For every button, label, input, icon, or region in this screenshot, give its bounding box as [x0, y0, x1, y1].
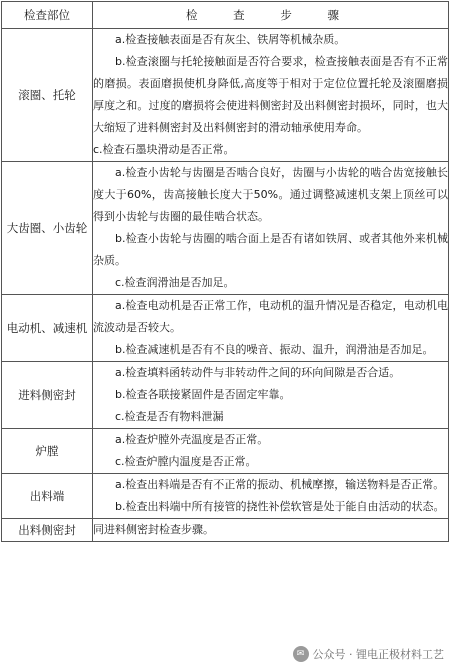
step-line: c.检查石墨块滑动是否正常。 — [93, 143, 235, 156]
table-row — [2, 429, 449, 474]
table-row — [2, 162, 449, 295]
watermark — [293, 646, 445, 662]
step-line: b.检查各联接紧固件是否固定牢靠。 — [115, 388, 291, 401]
inspection-table — [1, 1, 449, 542]
row-steps — [93, 162, 449, 295]
step-line: a.检查电动机是否正常工作，电动机的温升情况是否稳定，电动机电流波动是否较大。 — [93, 299, 448, 334]
table-row — [2, 362, 449, 429]
step-line: a.检查小齿轮与齿圈是否啮合良好，齿圈与小齿轮的啮合齿宽接触长度大于60%，齿高接触长度大于50%。通过调整减速机支架上顶丝可以得到小齿轮与齿圈的最佳啮合状态。 — [93, 166, 448, 223]
table-row — [2, 474, 449, 519]
step-line: a.检查填料函转动件与非转动件之间的环向间隙是否合适。 — [115, 366, 401, 379]
row-part: 出料端 — [2, 474, 93, 519]
row-part: 大齿圈、小齿轮 — [2, 162, 93, 295]
step-line: a.检查出料端是否有不正常的振动、机械摩擦，输送物料是否正常。 — [115, 478, 445, 491]
row-part: 炉膛 — [2, 429, 93, 474]
step-line: a.检查炉膛外壳温度是否正常。 — [115, 433, 269, 446]
step-line: b.检查滚圈与托轮接触面是否符合要求，检查接触表面是否有不正常的磨损。表面磨损使机身降低,高度等于相对于定位位置托轮及滚圈磨损厚度之和。过度的磨损将会使进料侧密封及出料侧密封损坏，同时，也大大缩短了进料侧密封及出料侧密封的滑动轴承使用寿命。 — [93, 55, 448, 134]
row-part: 出料侧密封 — [2, 519, 93, 542]
row-steps — [93, 429, 449, 474]
row-steps — [93, 474, 449, 519]
step-line: 同进料侧密封检查步骤。 — [93, 523, 214, 536]
header-row — [2, 2, 449, 29]
wechat-icon: ✉ — [293, 646, 309, 662]
row-steps — [93, 295, 449, 362]
row-part: 滚圈、托轮 — [2, 29, 93, 162]
step-line: b.检查出料端中所有接管的挠性补偿软管是处于能自由活动的状态。 — [115, 500, 445, 513]
header-part: 检查部位 — [2, 2, 93, 29]
step-line: c.检查炉膛内温度是否正常。 — [115, 455, 257, 468]
step-line: b.检查减速机是否有不良的噪音、振动、温升，润滑油是否加足。 — [115, 343, 434, 356]
step-line: c.检查是否有物料泄漏 — [115, 410, 224, 423]
row-steps — [93, 29, 449, 162]
table-row — [2, 519, 449, 542]
row-steps — [93, 362, 449, 429]
row-part: 进料侧密封 — [2, 362, 93, 429]
row-part: 电动机、减速机 — [2, 295, 93, 362]
step-line: a.检查接触表面是否有灰尘、铁屑等机械杂质。 — [115, 33, 346, 46]
watermark-text: 公众号 · 锂电正极材料工艺 — [312, 648, 444, 661]
header-steps: 检 查 步 骤 — [93, 2, 449, 29]
table-row — [2, 29, 449, 162]
row-steps — [93, 519, 449, 542]
table-row — [2, 295, 449, 362]
step-line: b.检查小齿轮与齿圈的啮合面上是否有诸如铁屑、或者其他外来机械杂质。 — [93, 232, 448, 267]
step-line: c.检查润滑油是否加足。 — [115, 276, 235, 289]
